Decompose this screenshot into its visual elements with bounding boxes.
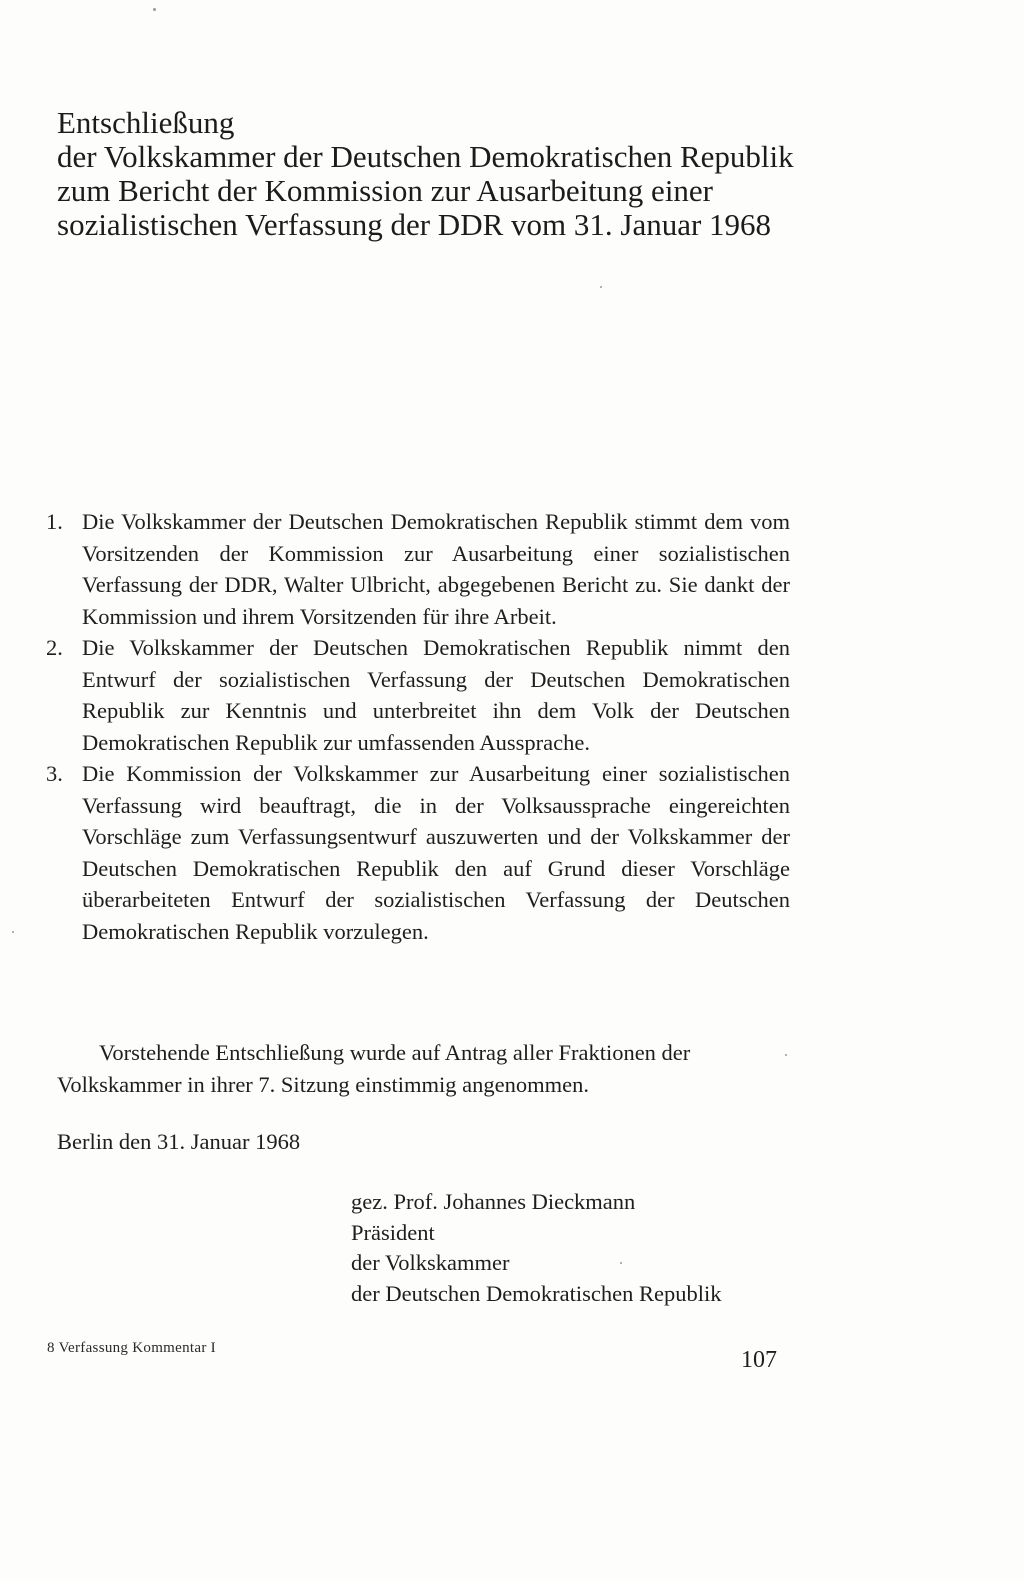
signature-line: Präsident (351, 1219, 435, 1245)
place-date: Berlin den 31. Januar 1968 (57, 1129, 301, 1154)
signature-line: der Deutschen Demokratischen Republik (351, 1280, 722, 1306)
item-text: Die Kommission der Volkskammer zur Ausarbeitung einer sozialistischen Verfassung wird beauftragt, die in der Volksaussprache eingereichten Vorschläge zum Verfassungsentwurf auszuwerten und der Volkskammer der Deutschen Demokratischen Republik den auf Grund dieser Vorschläge überarbeiteten Entwurf der sozialistischen Verfassung der Deutschen Demokratischen Republik vorzulegen. (82, 761, 790, 944)
item-text: Die Volkskammer der Deutschen Demokratischen Republik nimmt den Entwurf der sozialistischen Verfassung der Deutschen Demokratischen Republik zur Kenntnis und unterbreitet ihn dem Volk der Deutschen Demokratischen Republik zur umfassenden Aussprache. (82, 635, 790, 755)
resolution-item-1 (46, 506, 790, 632)
adoption-note: Vorstehende Entschließung wurde auf Antrag aller Fraktionen der Volkskammer in ihrer 7. Sitzung einstimmig angenommen. (57, 1040, 691, 1097)
title-line: der Volkskammer der Deutschen Demokratischen Republik (57, 139, 794, 174)
item-number: 1. (46, 509, 63, 534)
item-number: 3. (46, 761, 63, 786)
title-line: sozialistischen Verfassung der DDR vom 31. Januar 1968 (57, 207, 772, 242)
signature-line: der Volkskammer (351, 1250, 510, 1275)
scan-speck (785, 1054, 787, 1056)
item-text: Die Volkskammer der Deutschen Demokratischen Republik stimmt dem vom Vorsitzenden der Kommission zur Ausarbeitung einer sozialistischen Verfassung der DDR, Walter Ulbricht, abgegebenen Bericht zu. Sie dankt der Kommission und ihrem Vorsitzenden für ihre Arbeit. (82, 509, 790, 629)
item-number: 2. (46, 635, 63, 660)
signature-block (351, 1187, 722, 1309)
scan-speck (12, 931, 14, 933)
scan-speck (620, 1262, 622, 1264)
resolution-item-3 (46, 758, 790, 947)
document-title (57, 106, 817, 242)
page-number: 107 (741, 1347, 777, 1373)
footer-signature-mark: 8 Verfassung Kommentar I (47, 1340, 216, 1356)
title-line: Entschließung (57, 105, 235, 140)
scan-speck (153, 8, 156, 11)
resolution-item-2 (46, 632, 790, 758)
title-line: zum Bericht der Kommission zur Ausarbeitung einer (57, 173, 714, 208)
resolution-list (46, 506, 790, 947)
scan-speck (600, 286, 602, 288)
signature-line: gez. Prof. Johannes Dieckmann (351, 1189, 636, 1214)
